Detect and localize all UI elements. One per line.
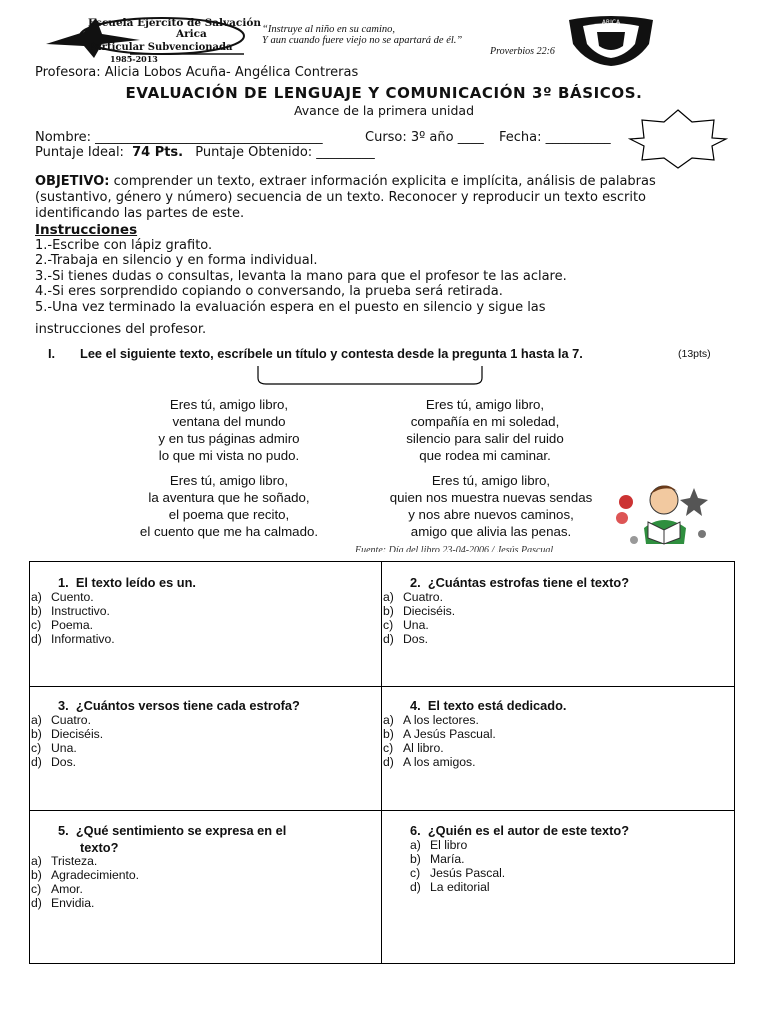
option-c[interactable]: c) Una. bbox=[31, 741, 77, 755]
instructions-heading: Instrucciones bbox=[35, 222, 138, 238]
question-6-title: 6. ¿Quién es el autor de este texto? bbox=[410, 823, 630, 838]
option-a[interactable]: a) Cuento. bbox=[31, 590, 94, 604]
question-2-title: 2. ¿Cuántas estrofas tiene el texto? bbox=[410, 575, 630, 590]
objective-text-1: comprender un texto, extraer información explicita e implícita, análisis de palabras bbox=[109, 174, 656, 189]
option-a[interactable]: a) A los lectores. bbox=[383, 713, 479, 727]
badge-text: ARICA bbox=[601, 19, 621, 26]
quote-reference: Proverbios 22:6 bbox=[490, 46, 555, 57]
option-d[interactable]: d) La editorial bbox=[410, 880, 490, 894]
poem-source: Fuente: Día del libro 23-04-2006 / Jesús Pascual bbox=[355, 545, 554, 552]
option-a[interactable]: a) El libro bbox=[410, 838, 468, 852]
objective-text-2: (sustantivo, género y número) secuencia de un texto. Reconocer y reproducir un texto escrito bbox=[35, 190, 647, 205]
score-star-shape bbox=[628, 108, 728, 170]
school-type: Particular Subvencionada bbox=[88, 42, 233, 53]
question-5-title: 5. ¿Qué sentimiento se expresa en el bbox=[58, 823, 287, 838]
option-b[interactable]: b) A Jesús Pascual. bbox=[383, 727, 496, 741]
teacher-line: Profesora: Alicia Lobos Acuña- Angélica Contreras bbox=[35, 65, 359, 80]
option-d[interactable]: d) Envidia. bbox=[31, 896, 95, 910]
instruction-continuation: instrucciones del profesor. bbox=[35, 322, 207, 337]
option-d[interactable]: d) A los amigos. bbox=[383, 755, 476, 769]
option-c[interactable]: c) Amor. bbox=[31, 882, 83, 896]
option-a[interactable]: a) Cuatro. bbox=[31, 713, 91, 727]
question-4-title: 4. El texto está dedicado. bbox=[410, 698, 567, 713]
option-b[interactable]: b) María. bbox=[410, 852, 465, 866]
poem-stanza-2: Eres tú, amigo libro, compañía en mi soledad, silencio para salir del ruido que rodea mi caminar. bbox=[406, 397, 564, 463]
school-years: 1985-2013 bbox=[110, 54, 158, 64]
section-points: (13pts) bbox=[678, 348, 711, 360]
ideal-score-value: 74 Pts. bbox=[132, 145, 184, 160]
question-5-options bbox=[31, 854, 139, 910]
quote-line-1: “Instruye al niño en su camino, bbox=[262, 24, 395, 35]
option-d[interactable]: d) Informativo. bbox=[31, 632, 115, 646]
school-name: Escuela Ejército de Salvación bbox=[88, 17, 261, 29]
exam-subtitle: Avance de la primera unidad bbox=[293, 103, 475, 118]
option-b[interactable]: b) Instructivo. bbox=[31, 604, 110, 618]
question-1-title: 1. El texto leído es un. bbox=[58, 575, 196, 590]
question-2-options bbox=[383, 590, 455, 646]
option-a[interactable]: a) Tristeza. bbox=[31, 854, 98, 868]
instruction-item: 2.-Trabaja en silencio y en forma individual. bbox=[35, 253, 318, 268]
section-numeral: I. bbox=[48, 346, 56, 361]
poem-stanza-4: Eres tú, amigo libro, quien nos muestra nuevas sendas y nos abre nuevos caminos, amigo que alivia las penas. bbox=[389, 473, 593, 539]
school-city: Arica bbox=[176, 28, 207, 40]
section-instruction: Lee el siguiente texto, escríbele un título y contesta desde la pregunta 1 hasta la 7. bbox=[80, 346, 583, 361]
poem-stanza-3: Eres tú, amigo libro, la aventura que he soñado, el poema que recito, el cuento que me ha calmado. bbox=[139, 473, 319, 539]
question-4-options bbox=[383, 713, 496, 769]
option-b[interactable]: b) Dieciséis. bbox=[31, 727, 104, 741]
ideal-score-label: Puntaje Ideal: bbox=[35, 145, 124, 160]
obtained-score-field[interactable]: Puntaje Obtenido: _________ bbox=[195, 145, 375, 160]
poem-stanza-1: Eres tú, amigo libro, ventana del mundo y en tus páginas admiro lo que mi vista no pudo. bbox=[158, 397, 300, 463]
instruction-item: 3.-Si tienes dudas o consultas, levanta la mano para que el profesor te las aclare. bbox=[35, 269, 567, 284]
question-1-options bbox=[31, 590, 115, 646]
option-d[interactable]: d) Dos. bbox=[31, 755, 77, 769]
instruction-item: 1.-Escribe con lápiz grafito. bbox=[35, 238, 213, 253]
instruction-item: 5.-Una vez terminado la evaluación espera en el puesto en silencio y sigue las bbox=[35, 300, 546, 315]
exam-title: EVALUACIÓN DE LENGUAJE Y COMUNICACIÓN 3º BÁSICOS. bbox=[125, 84, 643, 102]
objective-text-3: identificando las partes de este. bbox=[35, 206, 245, 221]
badge-logo bbox=[565, 14, 657, 68]
option-a[interactable]: a) Cuatro. bbox=[383, 590, 443, 604]
objective-label: OBJETIVO: bbox=[35, 174, 110, 189]
question-6-options bbox=[410, 838, 505, 894]
course-field[interactable]: Curso: 3º año ____ bbox=[365, 130, 484, 145]
instruction-item: 4.-Si eres sorprendido copiando o conversando, la prueba será retirada. bbox=[35, 284, 503, 299]
name-field[interactable]: Nombre: ___________________________________ bbox=[35, 130, 323, 145]
option-c[interactable]: c) Al libro. bbox=[383, 741, 444, 755]
grid-divider-horizontal bbox=[29, 686, 735, 687]
option-d[interactable]: d) Dos. bbox=[383, 632, 429, 646]
option-c[interactable]: c) Una. bbox=[383, 618, 429, 632]
title-answer-bracket[interactable] bbox=[256, 366, 484, 386]
question-3-title: 3. ¿Cuántos versos tiene cada estrofa? bbox=[58, 698, 300, 713]
option-c[interactable]: c) Poema. bbox=[31, 618, 94, 632]
grid-divider-horizontal bbox=[29, 810, 735, 811]
question-3-options bbox=[31, 713, 103, 769]
option-b[interactable]: b) Dieciséis. bbox=[383, 604, 456, 618]
grid-divider-vertical bbox=[381, 561, 382, 964]
quote-line-2: Y aun cuando fuere viejo no se apartará de él.” bbox=[262, 35, 463, 46]
question-5-title-cont: texto? bbox=[80, 840, 119, 855]
date-field[interactable]: Fecha: __________ bbox=[499, 130, 611, 145]
boy-reading-illustration bbox=[614, 478, 714, 550]
option-b[interactable]: b) Agradecimiento. bbox=[31, 868, 140, 882]
option-c[interactable]: c) Jesús Pascal. bbox=[410, 866, 506, 880]
